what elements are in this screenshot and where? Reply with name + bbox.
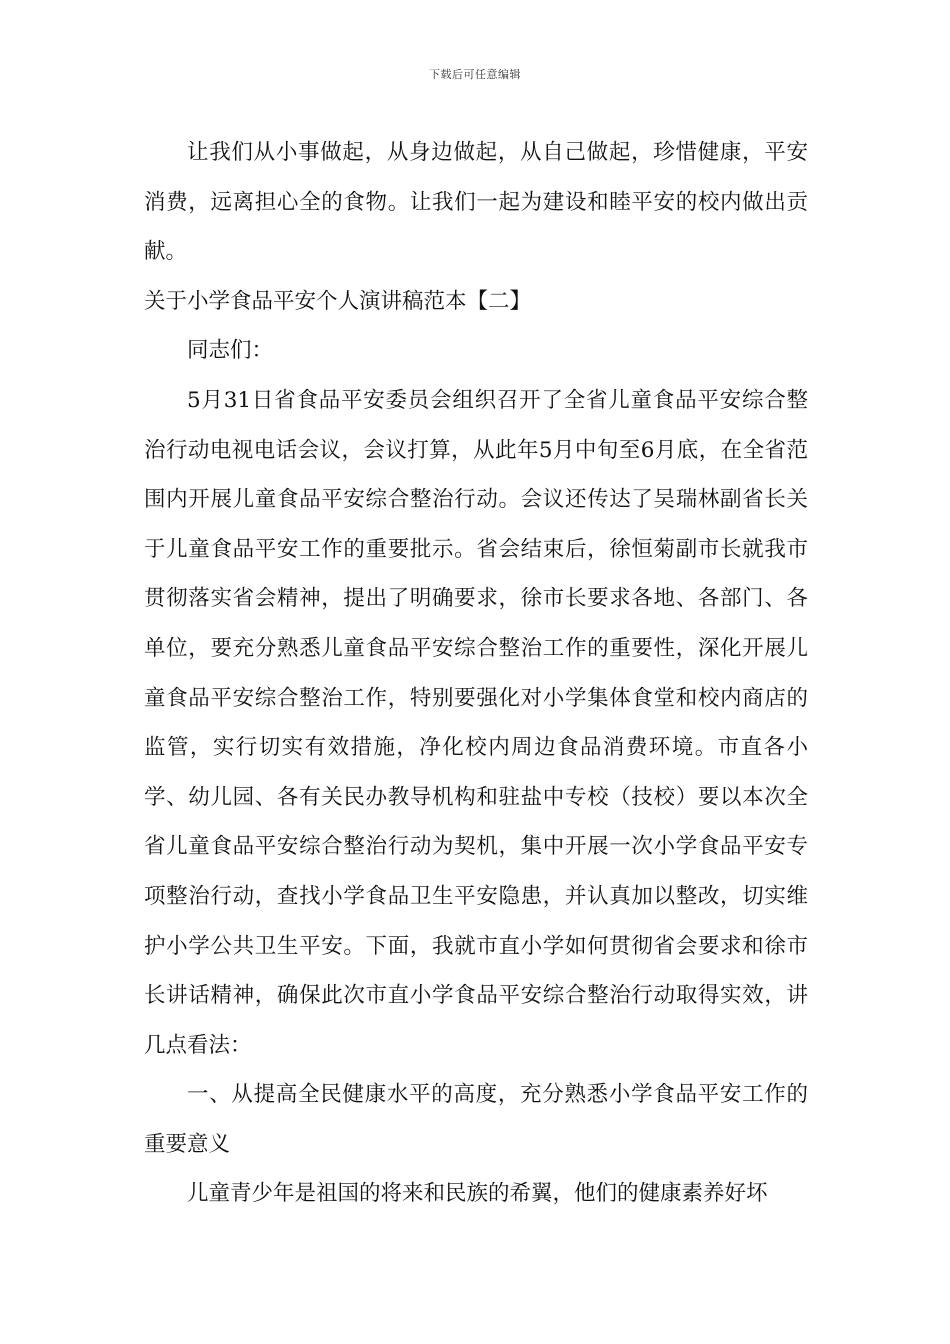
point-heading: 一、从提高全民健康水平的高度，充分熟悉小学食品平安工作的重要意义 bbox=[144, 1082, 808, 1157]
section-heading: 关于小学食品平安个人演讲稿范本【二】 bbox=[144, 288, 532, 314]
closing-paragraph: 让我们从小事做起，从身边做起，从自己做起，珍惜健康，平安消费，远离担心全的食物。让我们一起为建设和睦平安的校内做出贡献。 bbox=[144, 140, 808, 265]
salutation: 同志们： bbox=[187, 338, 274, 364]
document-body bbox=[144, 128, 808, 1219]
body-paragraph: 5月31日省食品平安委员会组织召开了全省儿童食品平安综合整治行动电视电话会议，会议打算，从此年5月中旬至6月底，在全省范围内开展儿童食品平安综合整治行动。会议还传达了吴瑞林副省长关于儿童食品平安工作的重要批示。省会结束后，徐恒菊副市长就我市贯彻落实省会精神，提出了明确要求，徐市长要求各地、各部门、各单位，要充分熟悉儿童食品平安综合整治工作的重要性，深化开展儿童食品平安综合整治工作，特别要强化对小学集体食堂和校内商店的监管，实行切实有效措施，净化校内周边食品消费环境。市直各小学、幼儿园、各有关民办教导机构和驻盐中专校（技校）要以本次全省儿童食品平安综合整治行动为契机，集中开展一次小学食品平安专项整治行动，查找小学食品卫生平安隐患，并认真加以整改，切实维护小学公共卫生平安。下面，我就市直小学如何贯彻省会要求和徐市长讲话精神，确保此次市直小学食品平安综合整治行动取得实效，讲几点看法： bbox=[144, 387, 808, 1058]
body-paragraph-continued: 儿童青少年是祖国的将来和民族的希翼，他们的健康素养好坏 bbox=[187, 1181, 768, 1207]
page-header: 下载后可任意编辑 bbox=[429, 68, 521, 81]
